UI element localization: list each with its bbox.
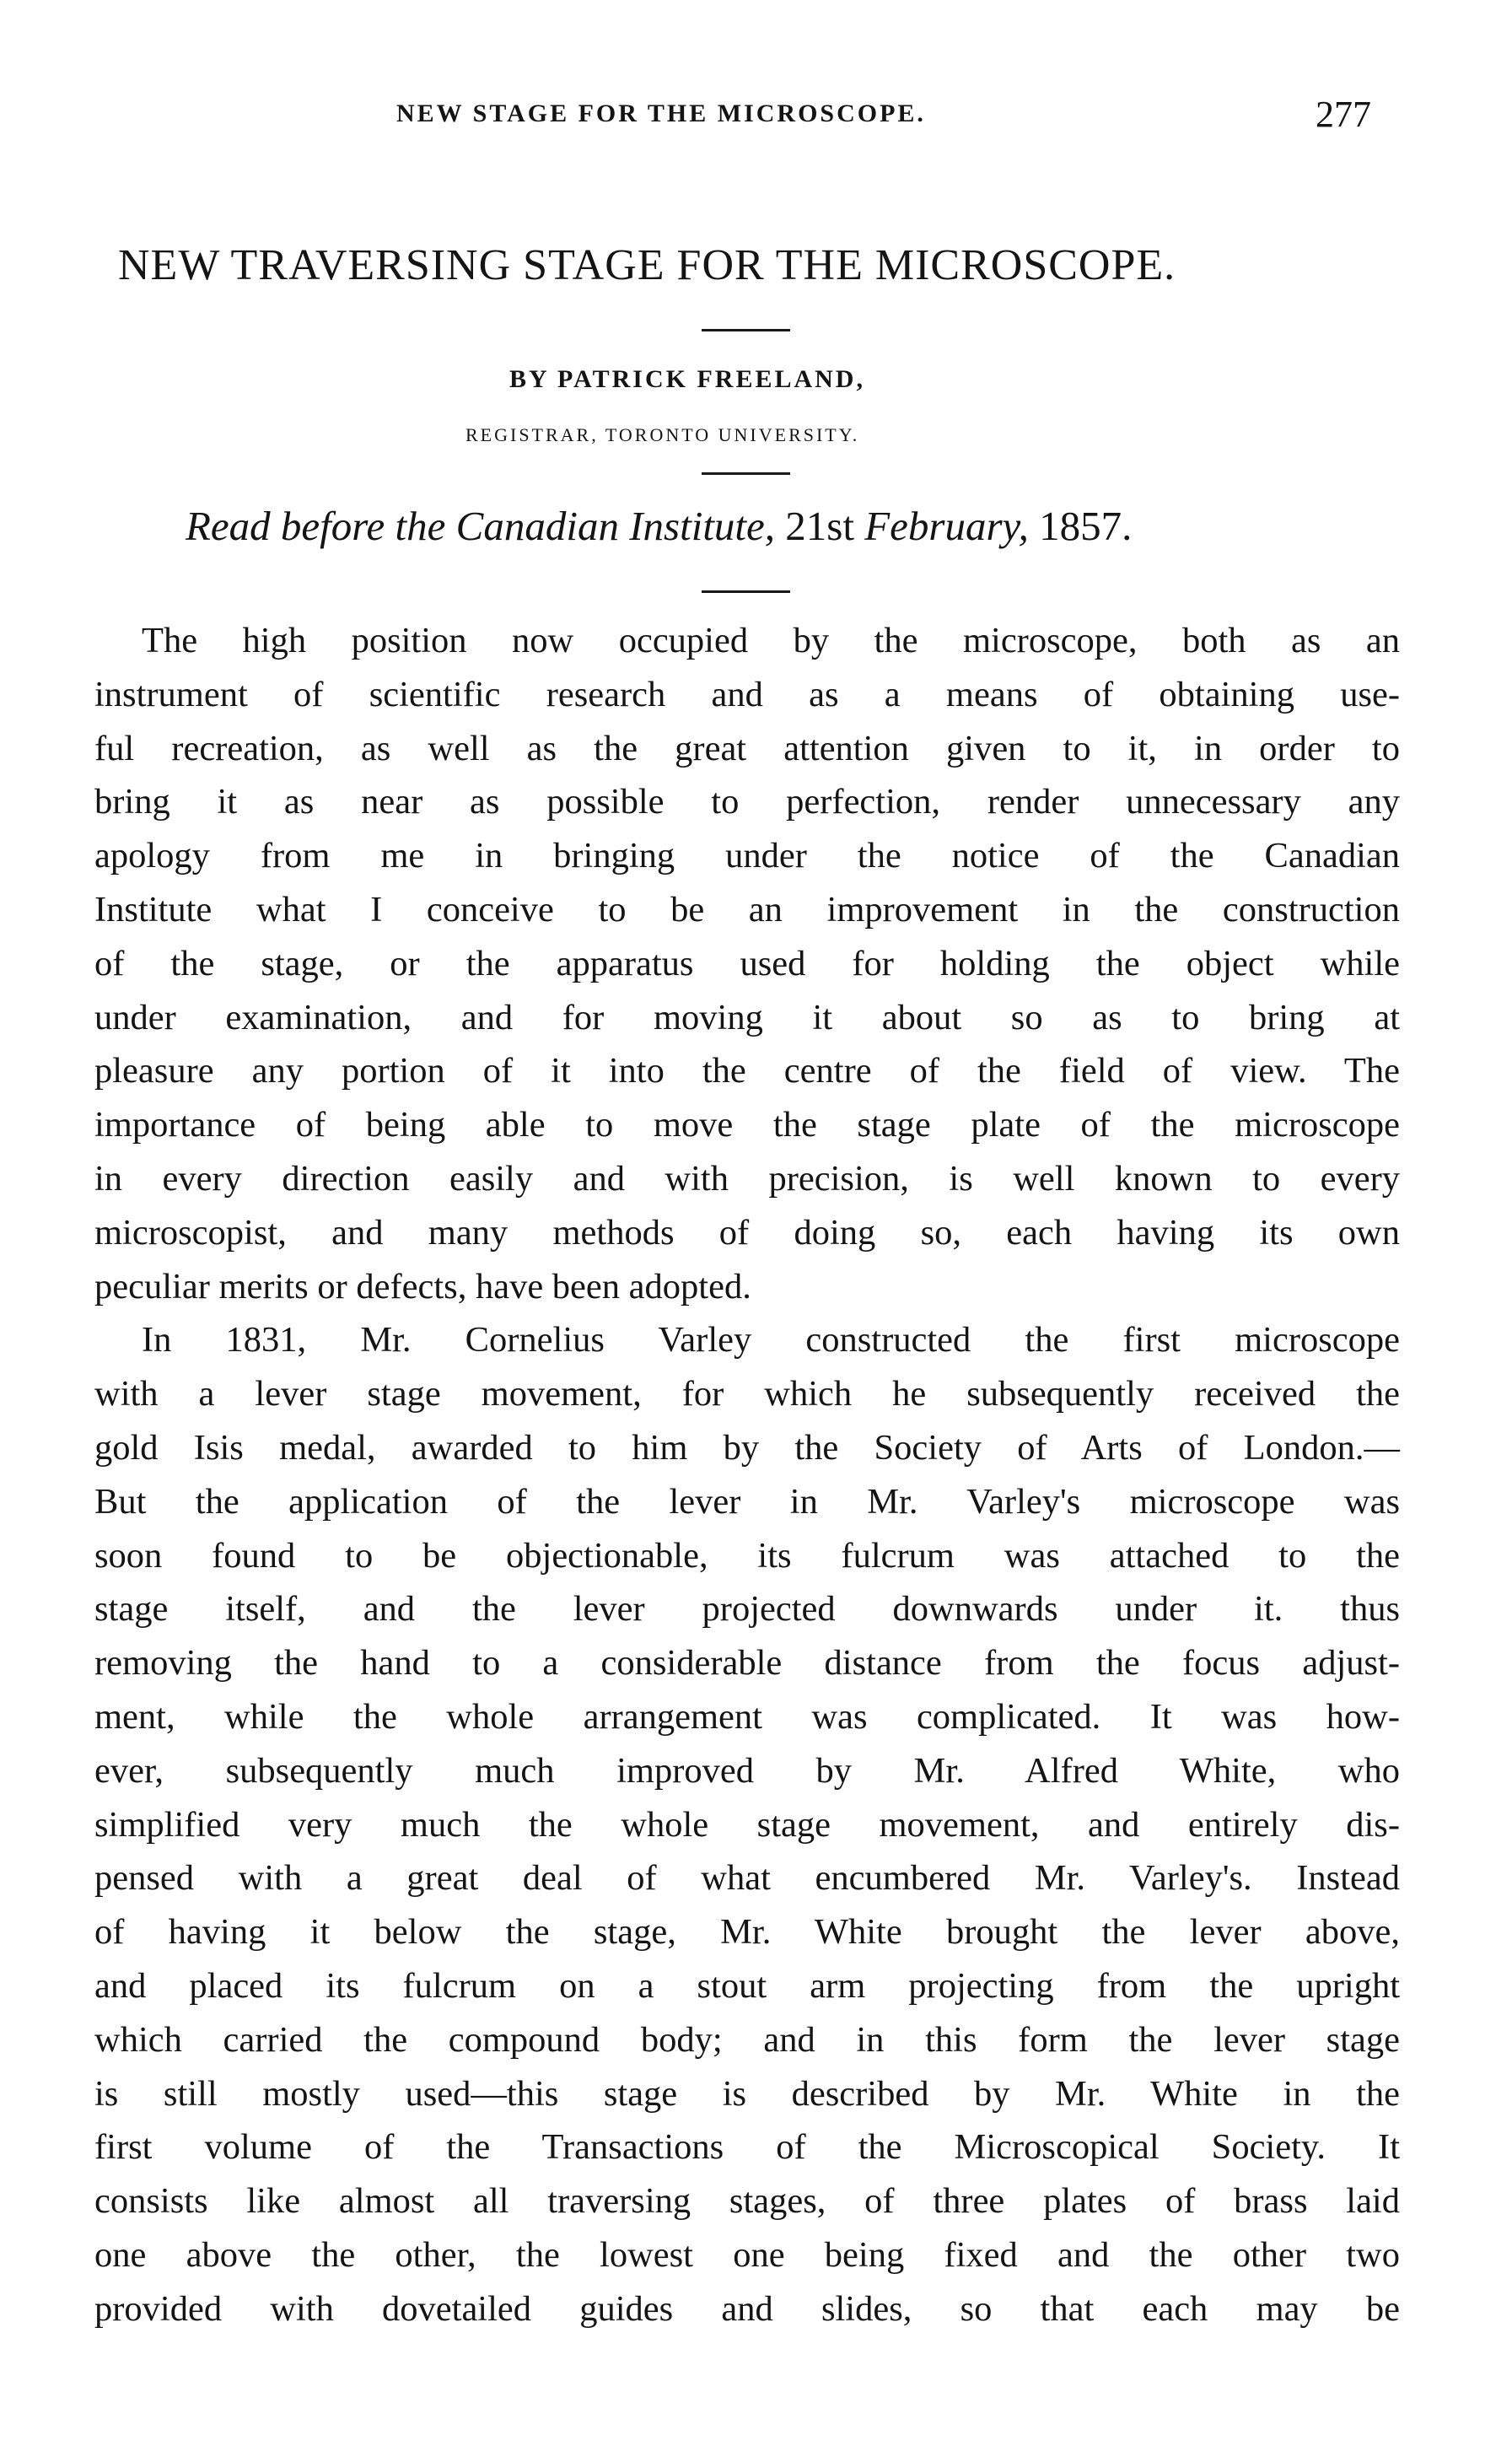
text-line: peculiar merits or defects, have been adopted. (94, 1266, 751, 1307)
read-before-text: Read before the Canadian Institute, (186, 503, 776, 549)
divider-rule (702, 472, 790, 475)
text-line: But the application of the lever in Mr. Varley's microscope was (94, 1481, 1400, 1522)
read-before-month: February, (864, 503, 1029, 549)
text-line: stage itself, and the lever projected downwards under it. thus (94, 1589, 1400, 1630)
text-line: pleasure any portion of it into the centre of the field of view. The (94, 1051, 1400, 1091)
text-line: under examination, and for moving it about so as to bring at (94, 997, 1400, 1037)
text-line: ment, while the whole arrangement was complicated. It was how- (94, 1696, 1400, 1737)
article-body (94, 614, 1400, 2336)
text-line: In 1831, Mr. Cornelius Varley constructed the first microscope (142, 1320, 1400, 1360)
text-line: soon found to be objectionable, its fulcrum was attached to the (94, 1535, 1400, 1576)
text-line: importance of being able to move the stage plate of the microscope (94, 1105, 1400, 1145)
author-byline: BY PATRICK FREELAND, (509, 365, 865, 393)
text-line: provided with dovetailed guides and slides, so that each may be (94, 2288, 1400, 2329)
text-line: removing the hand to a considerable distance from the focus adjust- (94, 1643, 1400, 1684)
text-line: first volume of the Transactions of the Microscopical Society. It (94, 2127, 1400, 2168)
text-line: bring it as near as possible to perfection, render unnecessary any (94, 782, 1400, 822)
text-line: one above the other, the lowest one being fixed and the other two (94, 2234, 1400, 2275)
text-line: is still mostly used—this stage is described by Mr. White in the (94, 2073, 1400, 2114)
text-line: in every direction easily and with precision, is well known to every (94, 1158, 1400, 1199)
text-line: ful recreation, as well as the great attention given to it, in order to (94, 728, 1400, 768)
divider-rule (702, 590, 790, 593)
text-line: pensed with a great deal of what encumbered Mr. Varley's. Instead (94, 1858, 1400, 1899)
text-line: consists like almost all traversing stages, of three plates of brass laid (94, 2181, 1400, 2222)
text-line: Institute what I conceive to be an improvement in the construction (94, 889, 1400, 929)
divider-rule (702, 329, 790, 331)
read-before-line (186, 502, 1132, 550)
text-line: apology from me in bringing under the notice of the Canadian (94, 836, 1400, 876)
read-before-day: 21st (785, 503, 854, 549)
text-line: instrument of scientific research and as a means of obtaining use- (94, 674, 1400, 714)
text-line: which carried the compound body; and in this form the lever stage (94, 2019, 1400, 2060)
text-line: simplified very much the whole stage movement, and entirely dis- (94, 1804, 1400, 1845)
text-line: ever, subsequently much improved by Mr. Alfred White, who (94, 1750, 1400, 1791)
author-affiliation: REGISTRAR, TORONTO UNIVERSITY. (465, 424, 860, 445)
text-line: microscopist, and many methods of doing so, each having its own (94, 1212, 1400, 1253)
text-line: of the stage, or the apparatus used for holding the object while (94, 943, 1400, 983)
running-head: NEW STAGE FOR THE MICROSCOPE. (396, 100, 926, 127)
text-line: and placed its fulcrum on a stout arm projecting from the upright (94, 1965, 1400, 2006)
read-before-year: 1857. (1039, 503, 1133, 549)
article-title: NEW TRAVERSING STAGE FOR THE MICROSCOPE. (118, 241, 1176, 289)
text-line: gold Isis medal, awarded to him by the Society of Arts of London.— (94, 1427, 1400, 1468)
text-line: of having it below the stage, Mr. White brought the lever above, (94, 1912, 1400, 1953)
text-line: with a lever stage movement, for which he subsequently received the (94, 1374, 1400, 1414)
page-number: 277 (1316, 94, 1371, 135)
text-line: The high position now occupied by the microscope, both as an (142, 621, 1400, 660)
